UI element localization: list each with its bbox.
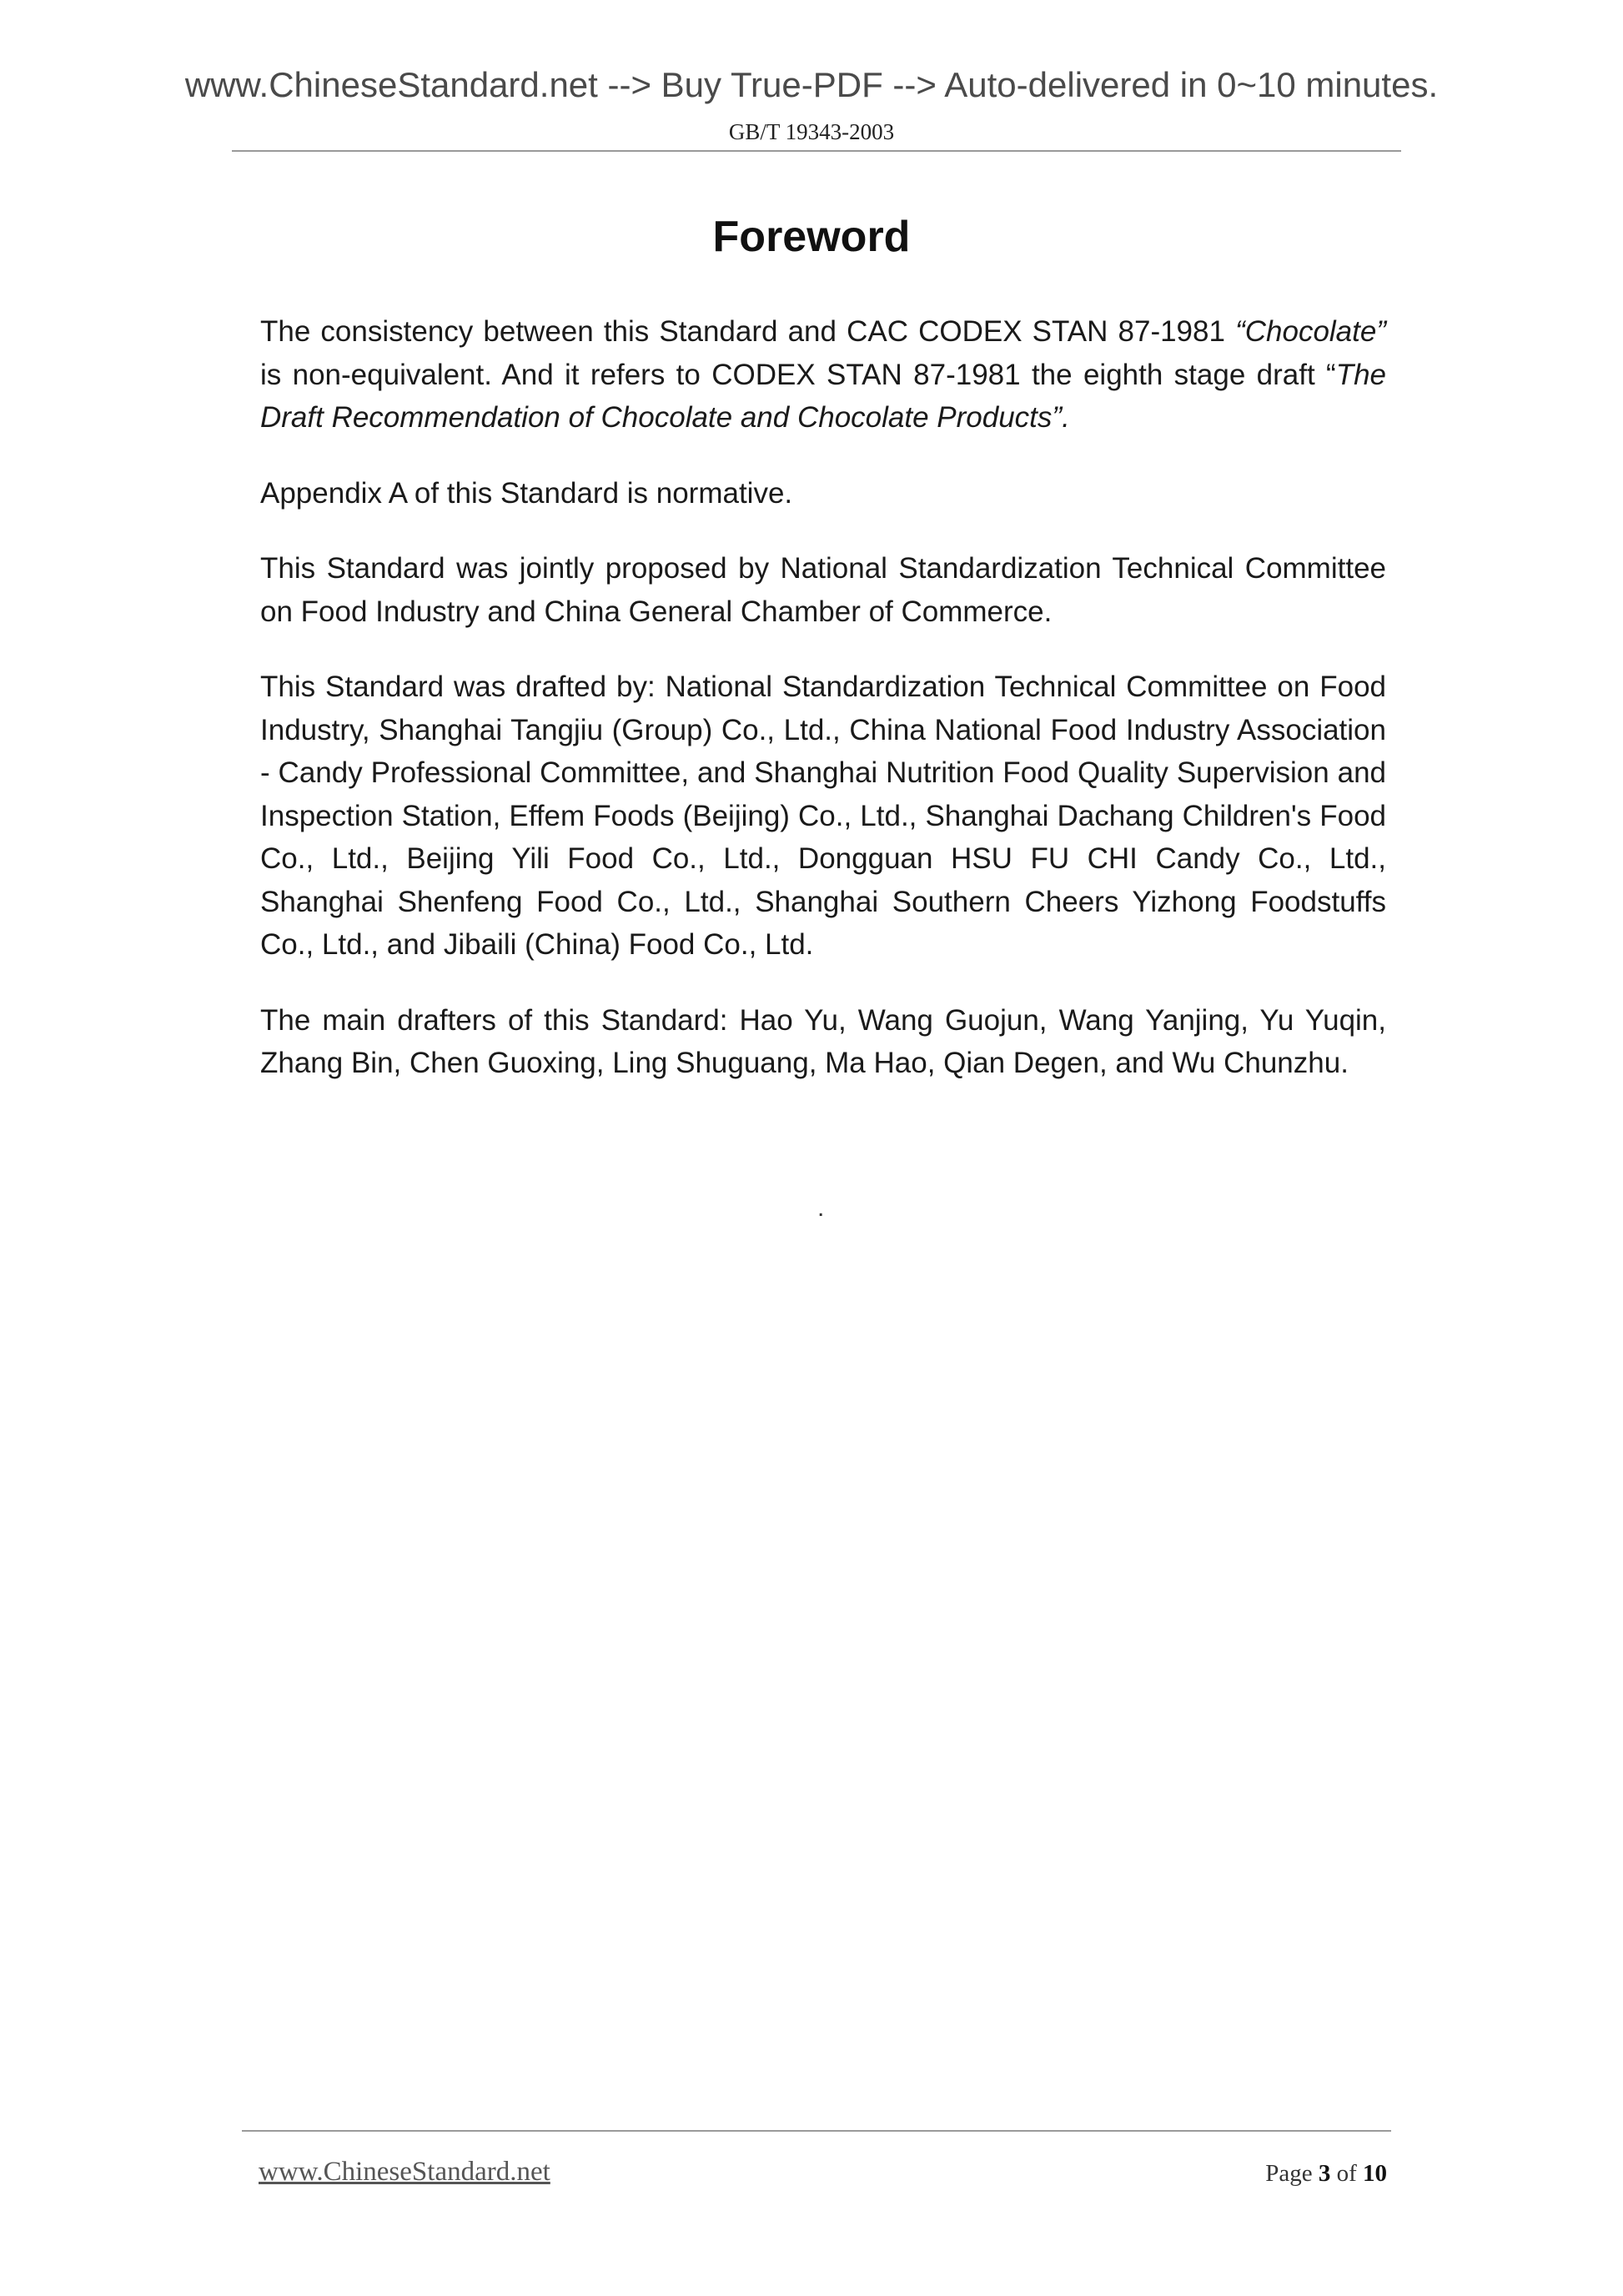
page-number (1265, 2160, 1387, 2188)
page-prefix: Page (1265, 2160, 1313, 2187)
footer-divider (242, 2130, 1391, 2132)
chocolate-title: “Chocolate” (1235, 315, 1386, 348)
page-current: 3 (1318, 2160, 1331, 2187)
paragraph-drafted-by: This Standard was drafted by: National Standardization Technical Committee on Food Industry, Shanghai Tangjiu (Group) Co., Ltd., China National Food Industry Association - Candy Professional Committee, and Shanghai Nutrition Food Quality Supervision and Inspection Station, Effem Foods (Beijing) Co., Ltd., Shanghai Dachang Children's Food Co., Ltd., Beijing Yili Food Co., Ltd., Dongguan HSU FU CHI Candy Co., Ltd., Shanghai Shenfeng Food Co., Ltd., Shanghai Southern Cheers Yizhong Foodstuffs Co., Ltd., and Jibaili (China) Food Co., Ltd. (260, 671, 1386, 961)
page-total: 10 (1363, 2160, 1387, 2187)
page-of: of (1336, 2160, 1357, 2187)
draft-recommendation-title: The Draft Recommendation of Chocolate and Chocolate Products”. (260, 358, 1386, 434)
stray-dot: . (817, 1194, 825, 1222)
paragraph-consistency-text-a: The consistency between this Standard and CAC CODEX STAN 87-1981 (260, 315, 1236, 348)
page-title: Foreword (712, 213, 911, 261)
standard-code: GB/T 19343-2003 (728, 119, 895, 144)
paragraph-consistency (260, 310, 1386, 440)
footer-website-link[interactable]: www.ChineseStandard.net (259, 2157, 550, 2187)
header-divider (232, 150, 1401, 152)
header-banner: www.ChineseStandard.net --> Buy True-PDF --> Auto-delivered in 0~10 minutes. (184, 65, 1439, 104)
paragraph-main-drafters: The main drafters of this Standard: Hao Yu, Wang Guojun, Wang Yanjing, Yu Yuqin, Zhang Bin, Chen Guoxing, Ling Shuguang, Ma Hao, Qian Degen, and Wu Chunzhu. (260, 1003, 1386, 1079)
foreword-body (260, 310, 1386, 1118)
paragraph-proposed-by: This Standard was jointly proposed by National Standardization Technical Committee on Food Industry and China General Chamber of Commerce. (260, 552, 1386, 628)
paragraph-appendix: Appendix A of this Standard is normative. (260, 476, 793, 510)
paragraph-consistency-text-c: is non-equivalent. And it refers to CODEX STAN 87-1981 the eighth stage draft “ (260, 358, 1336, 391)
